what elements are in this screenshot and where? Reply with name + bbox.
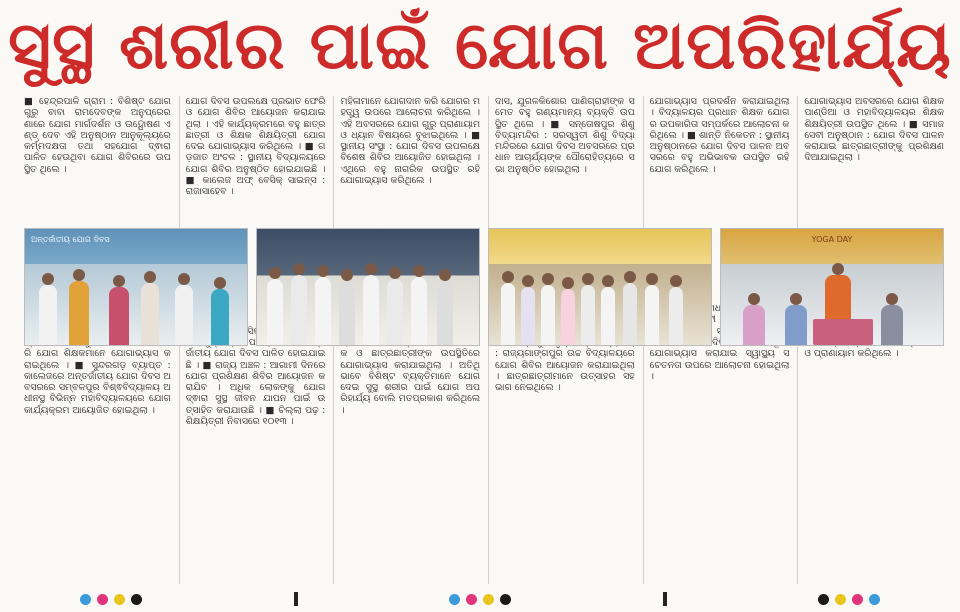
photo-stage-seated <box>720 228 944 346</box>
column-text-bottom: ଯୋଗାଭ୍ୟାସ କରାଯାଇ ସ୍ୱାସ୍ଥ୍ୟ ସଚେତନତା ଉପରେ ଆଲୋଚନା ହୋଇଥିଲା । <box>649 348 790 382</box>
registration-dot <box>818 594 829 605</box>
photo-group-standing <box>256 228 480 346</box>
headline: ସୁସ୍ଥ ଶରୀର ପାଇଁ ଯୋଗ ଅପରିହାର୍ଯ୍ୟ <box>8 6 952 84</box>
column-text-bottom: ଓ ପ୍ରାଣାୟାମ କରିଥିଲେ । <box>804 348 899 360</box>
registration-dot <box>97 594 108 605</box>
registration-dot <box>466 594 477 605</box>
registration-dot <box>852 594 863 605</box>
color-marks-center <box>449 594 511 605</box>
color-marks-right <box>818 594 880 605</box>
registration-dot <box>114 594 125 605</box>
photo-yoga-event-stage <box>24 228 248 346</box>
column-text-bottom: : ରାଜ୍ୟଗାଙ୍ଗପୁର ଉଚ୍ଚ ବିଦ୍ୟାଳୟରେ ଯୋଗ ଶିବିର ଆୟୋଜନ କରାଯାଇଥିଲା । ଛାତ୍ରଛାତ୍ରୀମାନେ ଉତ୍ସାହର ସହ ଭାଗ ନେଇଥିଲେ । <box>495 348 635 394</box>
column-text-top: ଯୋଗାଭ୍ୟାସ ଅବସରରେ ଯୋଗ ଶିକ୍ଷକ ପାଣ୍ଡିଆ ଓ ମହାବିଦ୍ୟାଳୟର ଶିକ୍ଷକ ଶିକ୍ଷୟିତ୍ରୀ ଉପସ୍ଥିତ ଥିଲେ । ■ ସମାଜସେବୀ ଅନୁଷ୍ଠାନ : ଯୋଗ ଦିବସ ପାଳନ କରାଯାଇ ଛାତ୍ରଛାତ୍ରୀଙ୍କୁ ପ୍ରଶିକ୍ଷଣ ଦିଆଯାଇଥିଲା । <box>804 96 944 164</box>
print-registration-marks <box>0 586 960 612</box>
photo-group-banner <box>488 228 712 346</box>
column-text-top: ମହିଳାମାନେ ଯୋଗଦାନ କରି ଯୋଗର ମହତ୍ତ୍ୱ ଉପରେ ଆଲୋଚନା କରିଥିଲେ । ଏହି ଅବସରରେ ଯୋଗ ଗୁରୁ ପ୍ରାଣାୟାମ ଓ ଧ୍ୟାନ ବିଷୟରେ ବୁଝାଇଥିଲେ । ■ ସ୍ଥାନୀୟ ସଂସ୍ଥା : ଯୋଗ ଦିବସ ଉପଲକ୍ଷେ ବିଶେଷ ଶିବିର ଆୟୋଜିତ ହୋଇଥିଲା । ଏଥିରେ ବହୁ ନାଗରିକ ଉପସ୍ଥିତ ରହି ଯୋଗାଭ୍ୟାସ କରିଥିଲେ । <box>340 96 480 187</box>
registration-dot <box>500 594 511 605</box>
registration-dot <box>80 594 91 605</box>
photo-strip <box>24 228 944 346</box>
column-text-top: ଯୋଗ ଦିବସ ଉପଲକ୍ଷେ ପ୍ରଭାତ ଫେରି ଓ ଯୋଗ ଶିବିର ଆୟୋଜନ କରାଯାଇଥିଲା । ଏହି କାର୍ଯ୍ୟକ୍ରମରେ ବହୁ ଛାତ୍ରଛାତ୍ରୀ ଓ ଶିକ୍ଷକ ଶିକ୍ଷୟିତ୍ରୀ ଯୋଗଦେଇ ଯୋଗାଭ୍ୟାସ କରିଥିଲେ । ■ ଗଡ଼ଜାତ ଅଂଚଳ : ସ୍ଥାନୀୟ ବିଦ୍ୟାଳୟରେ ଯୋଗ ଶିବିର ଅନୁଷ୍ଠିତ ହୋଇଯାଇଛି । ■ କାଲେଜ ଅଫ୍ ବେସିକ୍ ସାଇନ୍ସ : ରାଜାସାହେବ । <box>185 96 326 198</box>
registration-dot <box>835 594 846 605</box>
registration-dot <box>483 594 494 605</box>
registration-dot <box>131 594 142 605</box>
registration-dot <box>449 594 460 605</box>
column-text-bottom: କ ଓ ଛାତ୍ରଛାତ୍ରୀଙ୍କ ଉପସ୍ଥିତିରେ ଯୋଗାଭ୍ୟାସ କରାଯାଇଥିଲା । ଅତିଥି ଭାବେ ବିଶିଷ୍ଟ ବ୍ୟକ୍ତିମାନେ ଯୋଗଦେଇ ସୁସ୍ଥ ଶରୀର ପାଇଁ ଯୋଗ ଅପରିହାର୍ଯ୍ୟ ବୋଲି ମତପ୍ରକାଶ କରିଥିଲେ । <box>340 348 480 416</box>
color-marks-left <box>80 594 142 605</box>
column-text-top: ଯୋଗାଭ୍ୟାସ ପ୍ରଦର୍ଶନ କରାଯାଇଥିଲା । ବିଦ୍ୟାଳୟର ପ୍ରଧାନ ଶିକ୍ଷକ ଯୋଗର ଉପକାରିତା ସମ୍ପର୍କରେ ଆଲୋଚନା କରିଥିଲେ । ■ ଶାନ୍ତି ନିକେତନ : ସ୍ଥାନୀୟ ଅନୁଷ୍ଠାନରେ ଯୋଗ ଦିବସ ପାଳନ ଅବସରରେ ବହୁ ଅଭିଭାବକ ଉପସ୍ଥିତ ରହି ଯୋଗ କରିଥିଲେ । <box>649 96 790 175</box>
column-text-bottom: ବେସିକ ର୍ଜାତୀୟ ଯୋଗ ଦିବସ ପାଳିତ ହୋଇଯାଇଛି । ■ ରାଜ୍ୟ ଅଞ୍ଚଳ : ଆଗାମୀ ଦିନରେ ଯୋଗ ପ୍ରଶିକ୍ଷଣ ଶିବିର ଆୟୋଜନ କରାଯିବ । ଅଧିକ ଲୋକଙ୍କୁ ଯୋଗ ଦ୍ଵାରା ସୁସ୍ଥ ଜୀବନ ଯାପନ ପାଇଁ ଉତ୍ସାହିତ କରାଯାଉଛି । ■ ଚିଲ୍ଲା ପଢ଼ : ଶିକ୍ଷୟିତ୍ରୀ ନିବାସରେ ୧୦୧୩ । <box>185 325 326 428</box>
column-text-top: ଦାସ, ଯୁଗଳକିଶୋର ପାଣିଗ୍ରାହୀଙ୍କ ସମେତ ବହୁ ଗଣ୍ୟମାନ୍ୟ ବ୍ୟକ୍ତି ଉପସ୍ଥିତ ଥିଲେ । ■ ସନ୍ତୋଷପୁର ଶିଶୁ ବିଦ୍ୟାମନ୍ଦିର : ସରସ୍ୱତୀ ଶିଶୁ ବିଦ୍ୟା ମନ୍ଦିରରେ ଯୋଗ ଦିବସ ଅବସରରେ ପ୍ରଧାନ ଆଚାର୍ଯ୍ୟଙ୍କ ପୌରୋହିତ୍ୟରେ ସଭା ଅନୁଷ୍ଠିତ ହୋଇଥିଲା । <box>495 96 635 175</box>
crop-mark <box>294 592 298 606</box>
photo-banner: ଅନ୍ତର୍ଜାତୀୟ ଯୋଗ ଦିବସ <box>31 235 110 244</box>
column-text-top: ■ ହେନ୍ଦ୍ରପାଳି ଗ୍ରାମ : ବିଶିଷ୍ଟ ଯୋଗ ଗୁରୁ ବାବା ରାମଦେବଙ୍କ ଅନୁପ୍ରେରଣାରେ ଯୋଗ ମାର୍ଗଦର୍ଶନ ଓ ଉଦ୍ଘୋଷଣ ଏଣ୍ଡ୍ ଦେବ ଏହି ଅନୁଷ୍ଠାନ ଆନୁକୂଲ୍ୟରେ କର୍ମ୍ମଦକ୍ଷତା ତଥା ସହଯୋଗ ଦ୍ଵାରା ପାଳିତ ହେଉଥିବା ଯୋଗ ଶିବିରରେ ଉପସ୍ଥିତ ଥିଲେ । <box>24 96 171 175</box>
column-text-bottom: ରି ଯୋଗ ଶିକ୍ଷକମାନେ ଯୋଗାଭ୍ୟାସ କରାଇଥିଲେ । ■ ସୁନ୍ଦରଗଡ଼ ବ୍ୟାପ୍ତ : କାଲେଜରେ ଅନ୍ତର୍ଜାତୀୟ ଯୋଗ ଦିବସ ଅବସରରେ ସମ୍ବଳପୁର ବିଶ୍ଵବିଦ୍ୟାଳୟ ଅଧୀନସ୍ଥ ବିଭିନ୍ନ ମହାବିଦ୍ୟାଳୟରେ ଯୋଗ କାର୍ଯ୍ୟକ୍ରମ ଆୟୋଜିତ ହୋଇଥିଲା । <box>24 348 171 416</box>
photo-banner-2: YOGA DAY <box>811 235 853 244</box>
registration-dot <box>869 594 880 605</box>
crop-mark <box>663 592 667 606</box>
